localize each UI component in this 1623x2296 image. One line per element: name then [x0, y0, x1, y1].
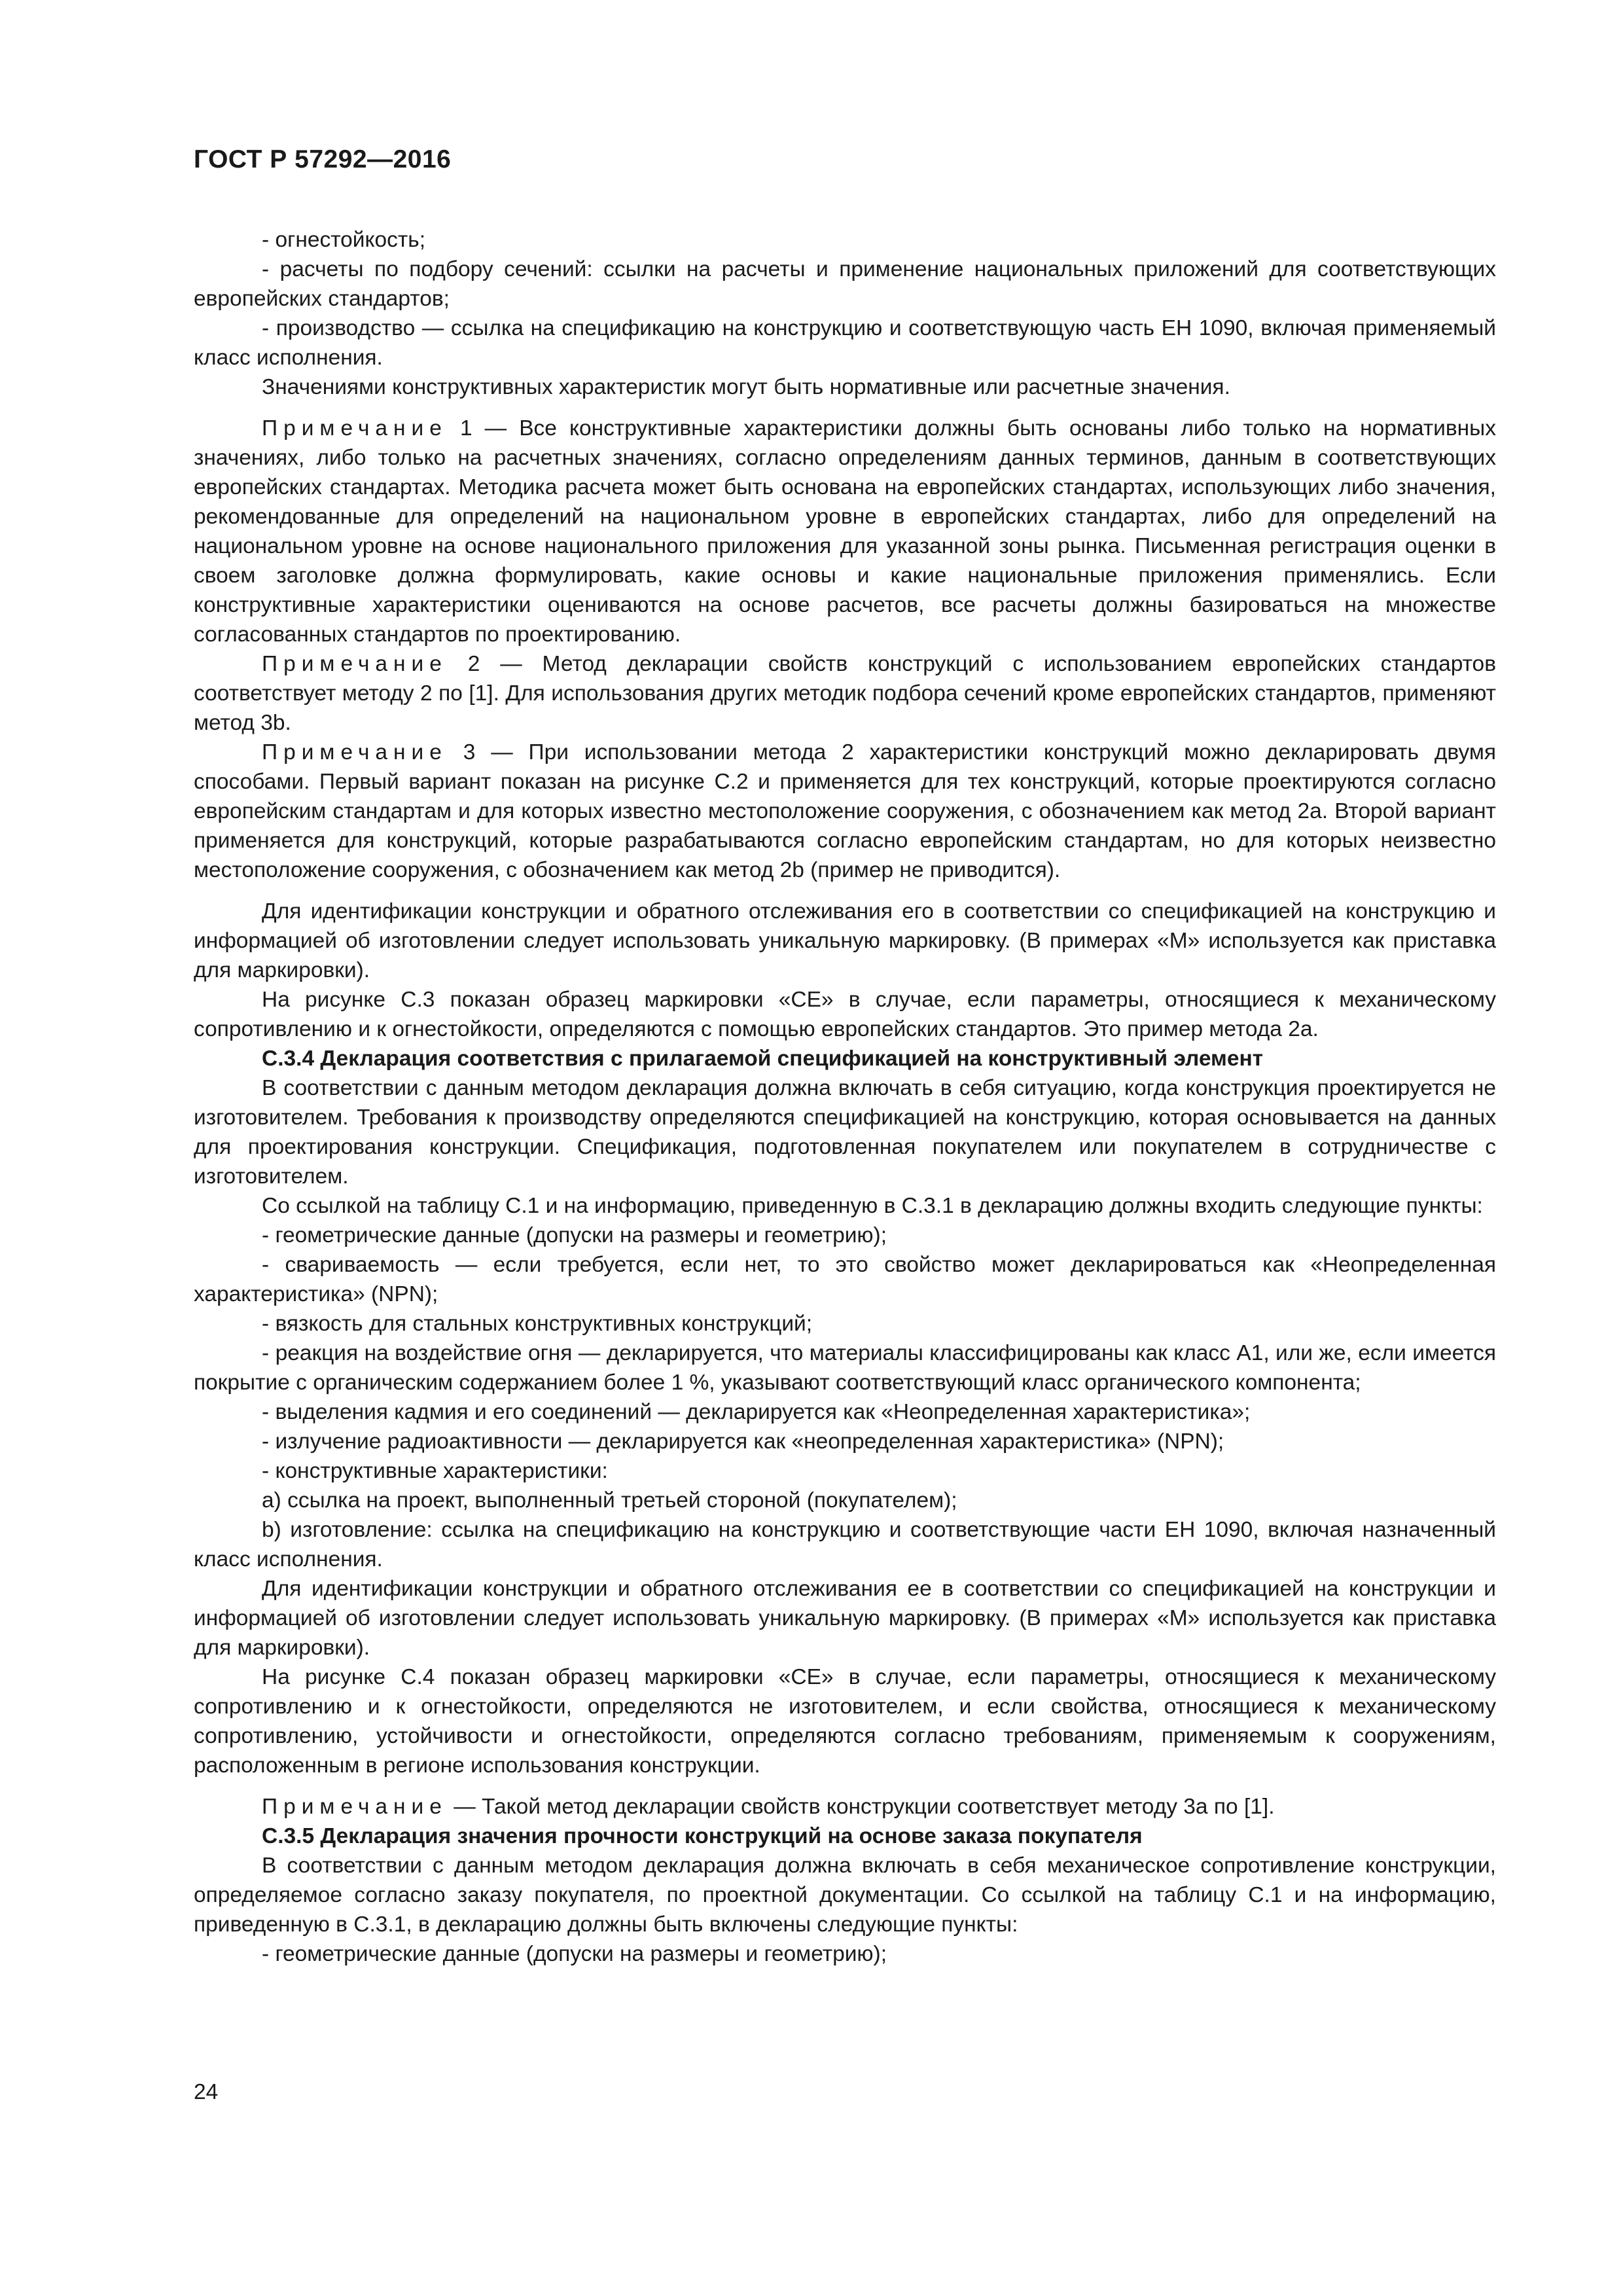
paragraph: В соответствии с данным методом декларация должна включать в себя ситуацию, когда конструкция проектируется не изготовителем. Требования к производству определяются спецификацией на конструкцию, которая основывается на данных для проектирования конструкции. Спецификация, подготовленная покупателем или покупателем в сотрудничестве с изготовителем.	[194, 1076, 1496, 1189]
list-item: - вязкость для стальных конструктивных конструкций;	[262, 1312, 813, 1336]
list-item: - конструктивные характеристики:	[262, 1459, 608, 1483]
list-item: - расчеты по подбору сечений: ссылки на расчеты и применение национальных приложений для соответствующих европейских стандартов;	[194, 257, 1496, 311]
list-item: - выделения кадмия и его соединений — декларируется как «Неопределенная характеристика»;	[262, 1400, 1251, 1424]
list-item: - огнестойкость;	[262, 228, 426, 252]
list-item: a) ссылка на проект, выполненный третьей стороной (покупателем);	[262, 1488, 957, 1513]
note-label: Примечание	[262, 740, 448, 764]
note-label: Примечание	[262, 416, 448, 440]
note-text: 2 — Метод декларации свойств конструкций с использованием европейских стандартов соответствует методу 2 по [1]. Для использования других методик подбора сечений кроме европейских стандартов, применяют метод 3b.	[194, 652, 1496, 735]
paragraph: Для идентификации конструкции и обратного отслеживания его в соответствии со спецификацией на конструкцию и информацией об изготовлении следует использовать уникальную маркировку. (В примерах «М» используется как приставка для маркировки).	[194, 899, 1496, 982]
section-heading: С.3.4 Декларация соответствия с прилагаемой спецификацией на конструктивный элемент	[262, 1047, 1264, 1071]
paragraph: Значениями конструктивных характеристик могут быть нормативные или расчетные значения.	[262, 375, 1230, 399]
note-text: — Такой метод декларации свойств конструкции соответствует методу 3а по [1].	[447, 1795, 1275, 1819]
paragraph: На рисунке С.3 показан образец маркировки «CE» в случае, если параметры, относящиеся к механическому сопротивлению и к огнестойкости, определяются с помощью европейских стандартов. Это пример метода 2а.	[194, 988, 1496, 1041]
page-number: 24	[194, 2080, 219, 2104]
note-3	[194, 738, 1496, 885]
list-item: - реакция на воздействие огня — декларируется, что материалы классифицированы как класс А1, или же, если имеется покрытие с органическим содержанием более 1 %, указывают соответствующий класс органического компонента;	[194, 1341, 1496, 1395]
paragraph: В соответствии с данным методом декларация должна включать в себя механическое сопротивление конструкции, определяемое согласно заказу покупателя, по проектной документации. Со ссылкой на таблицу С.1 и на информацию, приведенную в С.3.1, в декларацию должны быть включены следующие пункты:	[194, 1854, 1496, 1937]
note-label: Примечание	[262, 1795, 448, 1819]
list-item: b) изготовление: ссылка на спецификацию на конструкцию и соответствующие части ЕН 1090, включая назначенный класс исполнения.	[194, 1518, 1496, 1571]
section-heading: С.3.5 Декларация значения прочности конструкций на основе заказа покупателя	[262, 1824, 1143, 1848]
list-item: - производство — ссылка на спецификацию на конструкцию и соответствующую часть ЕН 1090, включая применяемый класс исполнения.	[194, 316, 1496, 370]
note-text: 3 — При использовании метода 2 характеристики конструкций можно декларировать двумя способами. Первый вариант показан на рисунке С.2 и применяется для тех конструкций, которые проектируются согласно европейским стандартам и для которых известно местоположение сооружения, с обозначением как метод 2а. Второй вариант применяется для конструкций, которые разрабатываются согласно европейским стандартам, но для которых неизвестно местоположение сооружения, с обозначением как метод 2b (пример не приводится).	[194, 740, 1496, 882]
paragraph: На рисунке С.4 показан образец маркировки «CE» в случае, если параметры, относящиеся к механическому сопротивлению и к огнестойкости, определяются не изготовителем, и если свойства, относящиеся к механическому сопротивлению, устойчивости и огнестойкости, определяются согласно требованиям, применяемым к сооружениям, расположенным в регионе использования конструкции.	[194, 1665, 1496, 1778]
note-label: Примечание	[262, 652, 448, 676]
list-item: - свариваемость — если требуется, если нет, то это свойство может декларироваться как «Неопределенная характеристика» (NPN);	[194, 1253, 1496, 1306]
paragraph: Со ссылкой на таблицу С.1 и на информацию, приведенную в С.3.1 в декларацию должны входить следующие пункты:	[262, 1194, 1483, 1218]
note-4	[194, 1792, 1496, 1821]
document-header: ГОСТ Р 57292—2016	[194, 145, 452, 173]
note-1	[194, 414, 1496, 649]
document-body	[194, 225, 1496, 1969]
note-text: 1 — Все конструктивные характеристики должны быть основаны либо только на нормативных значениях, либо только на расчетных значениях, согласно определениям данных терминов, данным в соответствующих европейских стандартах. Методика расчета может быть основана на европейских стандартах, использующих либо значения, рекомендованные для определений на национальном уровне в европейских стандартах, либо для определений на национальном уровне на основе национального приложения для указанной зоны рынка. Письменная регистрация оценки в своем заголовке должна формулировать, какие основы и какие национальные приложения применялись. Если конструктивные характеристики оцениваются на основе расчетов, все расчеты должны базироваться на множестве согласованных стандартов по проектированию.	[194, 416, 1496, 647]
paragraph: Для идентификации конструкции и обратного отслеживания ее в соответствии со спецификацией на конструкции и информацией об изготовлении следует использовать уникальную маркировку. (В примерах «М» используется как приставка для маркировки).	[194, 1577, 1496, 1660]
list-item: - геометрические данные (допуски на размеры и геометрию);	[262, 1942, 887, 1966]
list-item: - излучение радиоактивности — декларируется как «неопределенная характеристика» (NPN);	[262, 1429, 1224, 1454]
list-item: - геометрические данные (допуски на размеры и геометрию);	[262, 1223, 887, 1247]
note-2	[194, 649, 1496, 738]
